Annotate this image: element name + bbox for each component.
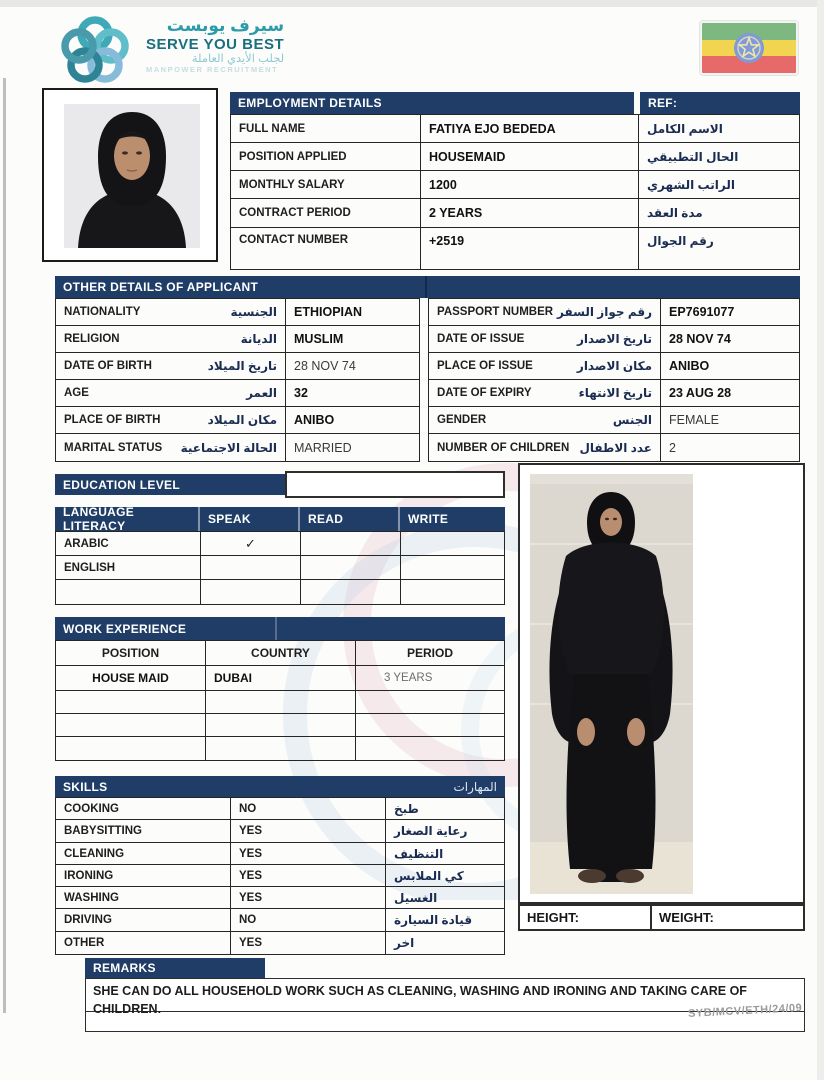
fullbody-photo-image xyxy=(530,474,693,894)
country-value xyxy=(206,737,356,760)
table-row xyxy=(56,932,504,954)
field-value: MARRIED xyxy=(294,440,352,455)
field-label: PASSPORT NUMBER xyxy=(437,306,554,318)
language-name xyxy=(56,580,201,604)
table-row xyxy=(429,380,799,407)
document-ref-code: SYB/MCV/ETH/24/09 xyxy=(687,1002,803,1020)
agency-name-arabic: سيرف يوبست xyxy=(166,16,285,35)
field-label: POSITION APPLIED xyxy=(231,143,421,170)
field-label: CONTRACT PERIOD xyxy=(231,199,421,227)
period-header: PERIOD xyxy=(406,646,453,660)
table-row xyxy=(429,299,799,326)
field-label-arabic: الحال التطبيقي xyxy=(647,149,739,164)
skill-label: DRIVING xyxy=(56,909,231,931)
field-label-arabic: مكان الميلاد xyxy=(207,413,277,427)
country-value xyxy=(206,714,356,736)
remarks-box xyxy=(85,978,805,1032)
field-label: MARITAL STATUS xyxy=(64,441,163,454)
table-row xyxy=(56,714,504,737)
skill-label: CLEANING xyxy=(56,843,231,864)
employment-details-section xyxy=(230,92,800,270)
speak-header: SPEAK xyxy=(200,507,300,531)
skill-value: YES xyxy=(231,865,386,886)
work-experience-table xyxy=(55,640,505,761)
skill-value: YES xyxy=(231,820,386,842)
language-name: ENGLISH xyxy=(56,556,201,579)
employment-details-table xyxy=(230,114,800,270)
position-value: HOUSE MAID xyxy=(56,666,206,690)
country-value xyxy=(206,691,356,713)
table-row xyxy=(231,143,799,171)
skills-title-arabic: المهارات xyxy=(453,779,497,794)
table-row xyxy=(56,556,504,580)
position-value xyxy=(56,691,206,713)
skill-value: YES xyxy=(231,843,386,864)
field-value: 28 NOV 74 xyxy=(294,359,356,373)
applicant-passport-photo xyxy=(42,88,218,262)
field-label: GENDER xyxy=(437,414,487,426)
skill-label: OTHER xyxy=(56,932,231,954)
agency-logo-text xyxy=(146,16,284,75)
period-value xyxy=(356,737,504,760)
table-header-row xyxy=(56,641,504,666)
table-row xyxy=(429,434,799,461)
table-row xyxy=(231,115,799,143)
measurements-row xyxy=(518,904,805,931)
field-label-arabic: عدد الاطفال xyxy=(579,440,652,455)
weight-field: WEIGHT: xyxy=(659,910,714,925)
position-value xyxy=(56,737,206,760)
field-value: 2 xyxy=(669,440,676,455)
field-label-arabic: الديانة xyxy=(240,332,277,346)
scan-edge-right xyxy=(817,0,824,1080)
height-field: HEIGHT: xyxy=(520,906,652,929)
field-label-arabic: الحالة الاجتماعية xyxy=(180,440,277,455)
read-check xyxy=(301,532,401,555)
country-value: DUBAI xyxy=(206,666,356,690)
field-label-arabic: العمر xyxy=(246,386,277,400)
passport-photo-image xyxy=(64,104,200,248)
period-value xyxy=(356,691,504,713)
field-value: 23 AUG 28 xyxy=(669,386,732,400)
table-row xyxy=(56,691,504,714)
agency-logo-icon xyxy=(50,14,140,86)
field-label-arabic: مدة العقد xyxy=(647,206,703,220)
field-label-arabic: تاريخ الميلاد xyxy=(207,359,277,373)
write-header: WRITE xyxy=(400,507,505,531)
table-row xyxy=(56,580,504,604)
agency-tagline-arabic: لجلب الأيدي العاملة xyxy=(191,52,285,65)
field-value: FEMALE xyxy=(669,413,720,427)
field-label: NATIONALITY xyxy=(64,306,141,318)
read-check xyxy=(301,580,401,604)
language-literacy-header: LANGUAGE LITERACY xyxy=(55,507,200,531)
field-value: HOUSEMAID xyxy=(421,143,639,170)
position-value xyxy=(56,714,206,736)
field-label-arabic: الاسم الكامل xyxy=(647,121,723,136)
language-name: ARABIC xyxy=(56,532,201,555)
table-row xyxy=(56,737,504,760)
skill-label-arabic: اخر xyxy=(394,936,415,950)
field-label: PLACE OF BIRTH xyxy=(64,414,161,426)
skill-label-arabic: طبخ xyxy=(394,801,419,816)
other-details-header xyxy=(55,276,800,298)
write-check xyxy=(401,556,504,579)
field-label: DATE OF BIRTH xyxy=(64,360,152,372)
table-row xyxy=(56,865,504,887)
skill-value: NO xyxy=(231,798,386,819)
skill-label: BABYSITTING xyxy=(56,820,231,842)
table-row xyxy=(56,299,419,326)
field-label: CONTACT NUMBER xyxy=(231,228,421,269)
skill-label-arabic: كي الملابس xyxy=(394,868,464,883)
field-label-arabic: تاريخ الانتهاء xyxy=(578,386,652,400)
field-value: 28 NOV 74 xyxy=(669,332,731,346)
table-row xyxy=(56,666,504,691)
period-value xyxy=(356,714,504,736)
other-details-title: OTHER DETAILS OF APPLICANT xyxy=(63,280,259,294)
table-row xyxy=(429,326,799,353)
read-check xyxy=(301,556,401,579)
speak-check: ✓ xyxy=(201,532,301,555)
field-value: +2519 xyxy=(421,228,639,269)
table-row xyxy=(56,380,419,407)
field-label-arabic: مكان الاصدار xyxy=(576,359,652,373)
remarks-header: REMARKS xyxy=(85,958,265,978)
field-label-arabic: الراتب الشهري xyxy=(647,177,735,192)
table-row xyxy=(429,353,799,380)
field-label: DATE OF ISSUE xyxy=(437,333,525,345)
field-value: ETHIOPIAN xyxy=(294,305,363,319)
field-label-arabic: الجنسية xyxy=(230,305,277,319)
field-value: 1200 xyxy=(421,171,639,198)
skill-label-arabic: الغسيل xyxy=(394,890,438,905)
position-header: POSITION xyxy=(56,641,206,665)
skill-value: YES xyxy=(231,932,386,954)
table-row xyxy=(56,532,504,556)
header-divider xyxy=(275,617,277,640)
field-label-arabic: رقم الجوال xyxy=(647,234,714,248)
skill-label-arabic: التنظيف xyxy=(394,846,444,861)
work-experience-title: WORK EXPERIENCE xyxy=(63,621,187,636)
skill-value: YES xyxy=(231,887,386,908)
education-level-value-box xyxy=(285,471,505,498)
employment-details-title: EMPLOYMENT DETAILS xyxy=(230,92,634,114)
field-value: MUSLIM xyxy=(294,332,344,346)
field-label: DATE OF EXPIRY xyxy=(437,387,532,399)
table-row xyxy=(429,407,799,434)
skill-label: COOKING xyxy=(56,798,231,819)
scan-edge-top xyxy=(0,0,824,7)
skill-label-arabic: قيادة السيارة xyxy=(394,913,473,927)
field-value: FATIYA EJO BEDEDA xyxy=(421,115,639,142)
scan-edge-left xyxy=(3,78,6,1013)
field-label-arabic: تاريخ الاصدار xyxy=(576,332,652,346)
ethiopia-flag xyxy=(700,21,798,75)
table-row xyxy=(56,353,419,380)
other-details-left-table xyxy=(55,298,420,462)
field-value: 2 YEARS xyxy=(421,199,639,227)
table-row xyxy=(56,909,504,932)
field-label: RELIGION xyxy=(64,333,120,345)
header-divider xyxy=(425,276,427,298)
skill-label-arabic: رعاية الصغار xyxy=(394,824,468,838)
table-row xyxy=(56,434,419,461)
field-label-arabic: رقم جواز السفر xyxy=(557,305,652,319)
field-value: ANIBO xyxy=(294,413,335,427)
agency-tagline: MANPOWER RECRUITMENT xyxy=(146,65,279,75)
table-row xyxy=(56,407,419,434)
table-row xyxy=(231,228,799,269)
ethiopia-flag-emblem xyxy=(733,32,765,64)
read-header: READ xyxy=(300,507,400,531)
table-row xyxy=(56,798,504,820)
skill-label: IRONING xyxy=(56,865,231,886)
skill-label: WASHING xyxy=(56,887,231,908)
applicant-fullbody-photo xyxy=(518,463,805,904)
table-row xyxy=(56,326,419,353)
skills-table xyxy=(55,797,505,955)
field-label: AGE xyxy=(64,387,89,399)
write-check xyxy=(401,532,504,555)
education-level-label: EDUCATION LEVEL xyxy=(55,474,285,495)
table-row xyxy=(56,820,504,843)
field-label: PLACE OF ISSUE xyxy=(437,360,533,372)
language-literacy-table xyxy=(55,531,505,605)
skills-title: SKILLS xyxy=(63,779,108,794)
remarks-text: SHE CAN DO ALL HOUSEHOLD WORK SUCH AS CLEANING, WASHING AND IRONING AND TAKING CARE OF CHILDREN. xyxy=(86,979,804,1012)
country-header: COUNTRY xyxy=(206,641,356,665)
table-row xyxy=(56,887,504,909)
field-label-arabic: الجنس xyxy=(612,413,652,427)
field-value: EP7691077 xyxy=(669,305,735,319)
other-details-right-table xyxy=(428,298,800,462)
work-experience-header xyxy=(55,617,505,640)
agency-name: SERVE YOU BEST xyxy=(146,35,285,53)
field-label: NUMBER OF CHILDREN xyxy=(437,441,570,454)
table-row xyxy=(231,199,799,228)
speak-check xyxy=(201,580,301,604)
write-check xyxy=(401,580,504,604)
field-value: ANIBO xyxy=(669,359,710,373)
table-row xyxy=(231,171,799,199)
skill-value: NO xyxy=(231,909,386,931)
field-label: FULL NAME xyxy=(231,115,421,142)
speak-check xyxy=(201,556,301,579)
period-value: 3 YEARS xyxy=(384,672,433,684)
field-value: 32 xyxy=(294,386,308,400)
skills-header xyxy=(55,776,505,797)
field-label: MONTHLY SALARY xyxy=(231,171,421,198)
language-literacy-section xyxy=(55,507,505,605)
table-row xyxy=(56,843,504,865)
ref-label: REF: xyxy=(640,92,800,114)
